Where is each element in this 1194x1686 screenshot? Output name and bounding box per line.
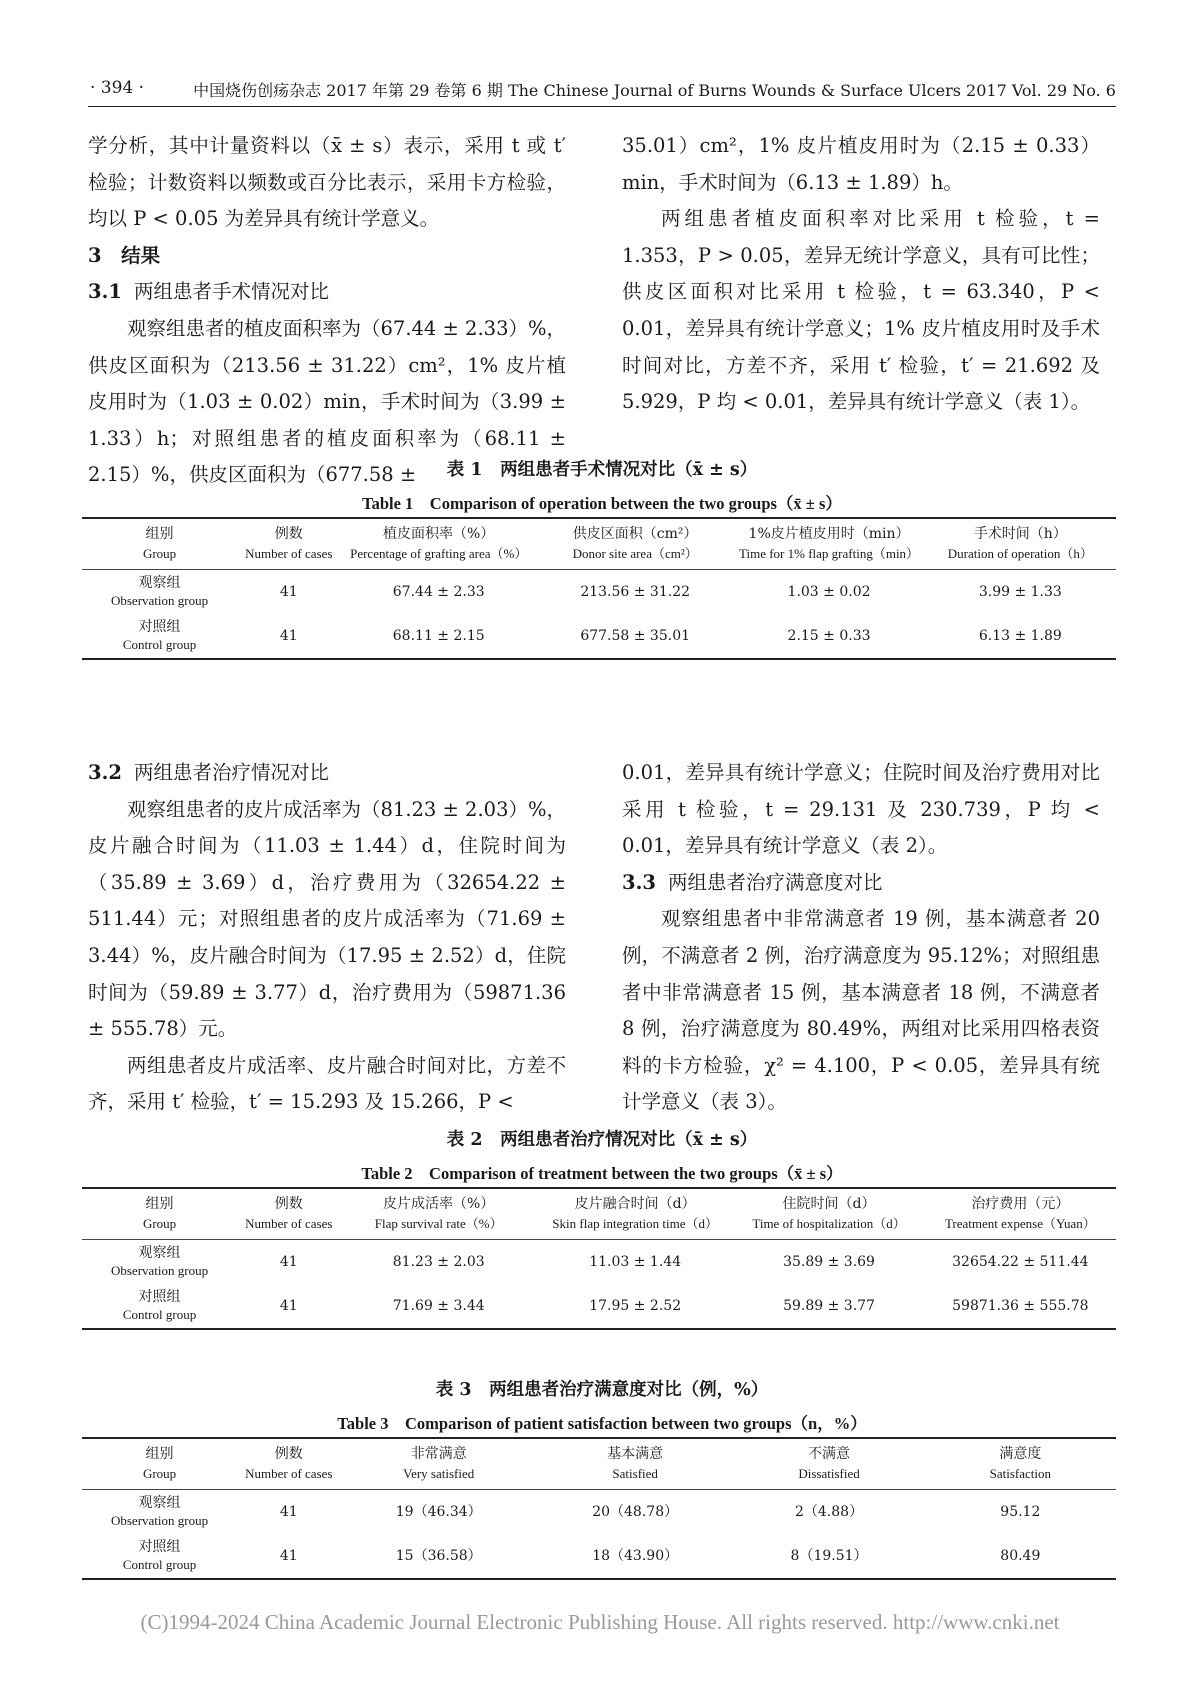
table-cell: 6.13 ± 1.89 [925, 614, 1116, 659]
subsection-number: 3.1 [88, 280, 122, 304]
column-header-cn: 1%皮片植皮用时（min） [748, 526, 910, 542]
table-header-row [82, 1188, 1116, 1240]
column-header-cn: 非常满意 [410, 1446, 467, 1462]
column-header-cn: 基本满意 [607, 1446, 664, 1462]
column-header [925, 518, 1116, 570]
table-cell: 59.89 ± 3.77 [733, 1284, 924, 1329]
column-header [82, 1188, 237, 1240]
group-name-cn: 对照组 [138, 1289, 181, 1305]
column-header-en: Dissatisfied [798, 1466, 860, 1481]
table2-caption-en: Table 2 Comparison of treatment between the two groups（x̄ ± s） [361, 1164, 843, 1183]
column-header-cn: 组别 [145, 526, 174, 542]
table1-caption-cn: 表 1 两组患者手术情况对比（x̄ ± s） [446, 460, 758, 480]
table-cell: 11.03 ± 1.44 [589, 1254, 682, 1270]
table-cell: 80.49 [925, 1534, 1116, 1579]
group-cell [82, 1534, 237, 1579]
column-header-en: Donor site area（cm²） [572, 546, 698, 561]
column-header-cn: 例数 [274, 1446, 303, 1462]
column-header-cn: 供皮区面积（cm²） [572, 526, 698, 542]
table3-caption-en: Table 3 Comparison of patient satisfaction between two groups（n，%） [337, 1414, 867, 1433]
column-header [537, 1438, 733, 1490]
subsection-heading-3-1 [88, 274, 566, 311]
subsection-title: 两组患者手术情况对比 [133, 280, 329, 304]
table-row [82, 1284, 1116, 1329]
group-name-en: Control group [122, 1307, 197, 1322]
text-column-left-upper [88, 128, 566, 494]
table-row [82, 1534, 1116, 1579]
column-header-en: Very satisfied [403, 1466, 475, 1481]
paragraph: 0.01，差异具有统计学意义；住院时间及治疗费用对比采用 t 检验，t = 29.131 及 230.739，P 均 < 0.01，差异具有统计学意义（表 2）。 [622, 761, 1100, 858]
paragraph: 观察组患者中非常满意者 19 例，基本满意者 20 例，不满意者 2 例，治疗满意度为 95.12%；对照组患者中非常满意者 15 例，基本满意者 18 例，不满意者 8 例，治疗满意度为 80.49%，两组对比采用四格表资料的卡方检验，χ² = 4.100，P < 0.05，差异具有统计学意义（表 3）。 [622, 907, 1100, 1114]
group-name-en: Observation group [110, 593, 209, 608]
table2-caption-cn: 表 2 两组患者治疗情况对比（x̄ ± s） [446, 1130, 758, 1150]
group-name-cn: 观察组 [138, 1495, 181, 1511]
column-header-en: Number of cases [245, 1216, 333, 1231]
column-header-en: Skin flap integration time（d） [552, 1216, 719, 1231]
running-header [88, 76, 1116, 107]
column-header-cn: 治疗费用（元） [971, 1196, 1070, 1212]
column-header-cn: 住院时间（d） [782, 1196, 876, 1212]
table-header-row [82, 1438, 1116, 1490]
group-cell [82, 1284, 237, 1329]
table-cell: 41 [237, 614, 340, 659]
subsection-title: 两组患者治疗情况对比 [133, 761, 329, 784]
column-header [237, 1188, 340, 1240]
subsection-number: 3.2 [88, 761, 122, 784]
column-header [340, 1188, 536, 1240]
group-name-en: Control group [122, 637, 197, 652]
table-cell: 67.44 ± 2.33 [392, 584, 485, 600]
text-column-left-lower [88, 755, 566, 1121]
text-column-right-lower [622, 755, 1100, 1121]
column-header-en: Flap survival rate（%） [374, 1216, 503, 1231]
column-header [237, 518, 340, 570]
table-cell: 68.11 ± 2.15 [340, 614, 536, 659]
column-header-en: Group [142, 1466, 177, 1481]
table3-caption-cn: 表 3 两组患者治疗满意度对比（例，%） [435, 1380, 769, 1400]
column-header-en: Satisfaction [989, 1466, 1052, 1481]
paragraph: 观察组患者的植皮面积率为（67.44 ± 2.33）%，供皮区面积为（213.56 ± 31.22）cm²，1% 皮片植皮用时为（1.03 ± 0.02）min，手术时间为（3.99 ± 1.33）h；对照组患者的植皮面积率为（68.11 ± 2.15）%，供皮区面积为（677.58 ± [88, 316, 567, 487]
table-cell: 677.58 ± 35.01 [537, 614, 733, 659]
group-name-en: Control group [122, 1557, 197, 1572]
column-header [925, 1188, 1116, 1240]
subsection-heading-3-2 [88, 755, 566, 792]
table-cell: 32654.22 ± 511.44 [952, 1254, 1089, 1270]
copyright-footer: (C)1994-2024 China Academic Journal Electronic Publishing House. All rights reserved. http://www.cnki.net [140, 1610, 1060, 1634]
table-cell: 2（4.88） [794, 1504, 864, 1520]
table-cell: 3.99 ± 1.33 [978, 584, 1062, 600]
table-cell: 8（19.51） [733, 1534, 924, 1579]
paragraph: 学分析，其中计量资料以（x̄ ± s）表示，采用 t 或 t′ 检验；计数资料以频数或百分比表示，采用卡方检验，均以 P < 0.05 为差异具有统计学意义。 [88, 134, 566, 231]
table-cell: 41 [237, 1534, 340, 1579]
column-header-cn: 组别 [145, 1446, 174, 1462]
column-header-cn: 例数 [274, 1196, 303, 1212]
table-cell: 2.15 ± 0.33 [733, 614, 924, 659]
journal-name: 中国烧伤创疡杂志 2017 年第 29 卷第 6 期 The Chinese Journal of Burns Wounds & Surface Ulcers 2017 Vol. 29 No. 6 [193, 81, 1116, 100]
table-1 [82, 517, 1116, 660]
group-name-en: Observation group [110, 1513, 209, 1528]
table-cell: 41 [237, 1284, 340, 1329]
column-header-en: Satisfied [612, 1466, 658, 1481]
page-number: · 394 · [90, 78, 145, 98]
column-header-en: Duration of operation（h） [947, 546, 1093, 561]
column-header [733, 1188, 924, 1240]
column-header-cn: 皮片成活率（%） [383, 1196, 495, 1212]
group-name-en: Observation group [110, 1263, 209, 1278]
column-header [733, 1438, 924, 1490]
table-row [82, 614, 1116, 659]
subsection-heading-3-3 [622, 865, 1100, 902]
table-cell: 81.23 ± 2.03 [392, 1254, 485, 1270]
column-header [537, 1188, 733, 1240]
group-name-cn: 观察组 [138, 575, 181, 591]
column-header-en: Time of hospitalization（d） [752, 1216, 906, 1231]
paragraph: 观察组患者的皮片成活率为（81.23 ± 2.03）%，皮片融合时间为（11.03 ± 1.44）d，住院时间为（35.89 ± 3.69）d，治疗费用为（32654.22 ± 511.44）元；对照组患者的皮片成活率为（71.69 ± 3.44）%，皮片融合时间为（17.95 ± 2.52）d，住院时间为（59.89 ± 3.77）d，治疗费用为（59871.36 ± 555.78）元。 [88, 797, 567, 1041]
group-cell [82, 1490, 237, 1535]
column-header [733, 518, 924, 570]
column-header [340, 1438, 536, 1490]
column-header [537, 518, 733, 570]
group-name-cn: 对照组 [138, 1539, 181, 1555]
column-header [925, 1438, 1116, 1490]
table-cell: 41 [279, 1254, 298, 1270]
subsection-number: 3.3 [622, 870, 656, 894]
table-cell: 20（48.78） [592, 1504, 679, 1520]
column-header [237, 1438, 340, 1490]
table-header-row [82, 518, 1116, 570]
column-header [82, 1438, 237, 1490]
table-cell: 1.03 ± 0.02 [787, 584, 871, 600]
table-row [82, 1240, 1116, 1285]
table-cell: 35.89 ± 3.69 [783, 1254, 875, 1270]
column-header-en: Percentage of grafting area（%） [350, 546, 528, 561]
column-header-en: Group [142, 1216, 177, 1231]
table-cell: 41 [279, 1504, 298, 1520]
group-cell [82, 614, 237, 659]
paragraph: 两组患者皮片成活率、皮片融合时间对比，方差不齐，采用 t′ 检验，t′ = 15.293 及 15.266，P < [88, 1053, 566, 1114]
section-heading-results: 3 结果 [88, 243, 161, 267]
table-cell: 15（36.58） [340, 1534, 536, 1579]
table-cell: 17.95 ± 2.52 [537, 1284, 733, 1329]
table-row [82, 1490, 1116, 1535]
column-header [82, 518, 237, 570]
group-cell [82, 570, 237, 615]
column-header-cn: 不满意 [808, 1446, 851, 1462]
column-header-en: Number of cases [245, 1466, 333, 1481]
group-name-cn: 对照组 [138, 619, 181, 635]
column-header-cn: 满意度 [999, 1446, 1042, 1462]
table-cell: 59871.36 ± 555.78 [925, 1284, 1116, 1329]
column-header-cn: 组别 [145, 1196, 174, 1212]
group-cell [82, 1240, 237, 1285]
table-row [82, 570, 1116, 615]
paragraph: 两组患者植皮面积率对比采用 t 检验，t = 1.353，P > 0.05，差异无统计学意义，具有可比性；供皮区面积对比采用 t 检验，t = 63.340，P < 0.01，差异具有统计学意义；1% 皮片植皮用时及手术时间对比，方差不齐，采用 t′ 检验，t′ = 21.692 及 5.929，P 均 < 0.01，差异具有统计学意义（表 1）。 [622, 207, 1100, 414]
column-header-en: Group [142, 546, 177, 561]
column-header-cn: 植皮面积率（%） [383, 526, 495, 542]
table1-caption-en: Table 1 Comparison of operation between the two groups（x̄ ± s） [362, 494, 842, 513]
table-3 [82, 1437, 1116, 1580]
column-header [340, 518, 536, 570]
table-cell: 19（46.34） [395, 1504, 482, 1520]
table-cell: 213.56 ± 31.22 [580, 584, 691, 600]
paragraph: 35.01）cm²，1% 皮片植皮用时为（2.15 ± 0.33）min，手术时间为（6.13 ± 1.89）h。 [622, 134, 1100, 194]
table-cell: 71.69 ± 3.44 [340, 1284, 536, 1329]
table-2 [82, 1187, 1116, 1330]
column-header-cn: 例数 [274, 526, 303, 542]
text-column-right-upper [622, 128, 1100, 421]
column-header-en: Treatment expense（Yuan） [944, 1216, 1096, 1231]
column-header-cn: 手术时间（h） [973, 526, 1067, 542]
column-header-en: Number of cases [245, 546, 333, 561]
group-name-cn: 观察组 [138, 1245, 181, 1261]
column-header-cn: 皮片融合时间（d） [574, 1196, 696, 1212]
column-header-en: Time for 1% flap grafting（min） [739, 546, 920, 561]
subsection-title: 两组患者治疗满意度对比 [667, 870, 883, 894]
table-cell: 41 [279, 584, 298, 600]
table-cell: 95.12 [1000, 1504, 1041, 1520]
table-cell: 18（43.90） [537, 1534, 733, 1579]
